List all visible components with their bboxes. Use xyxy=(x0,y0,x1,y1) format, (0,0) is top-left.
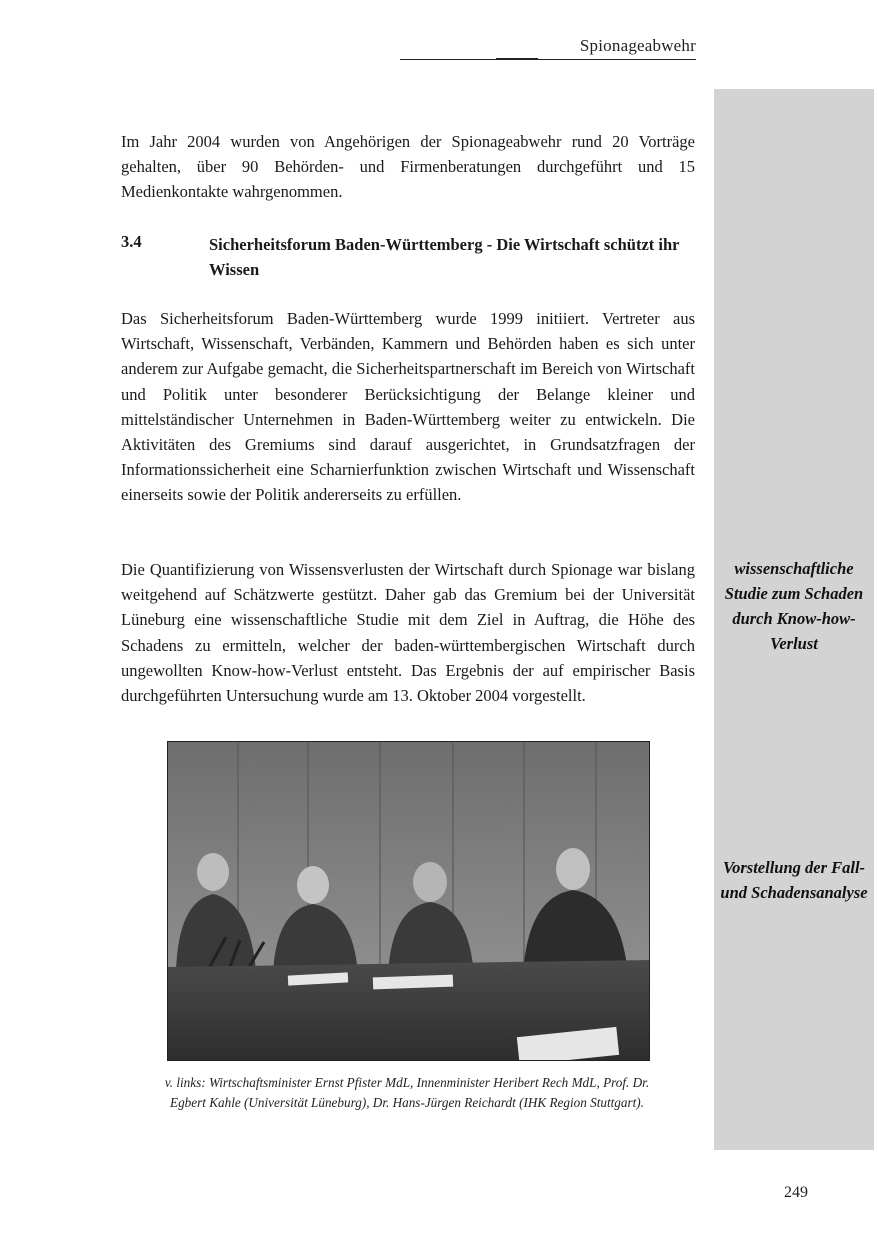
running-header-rule-accent xyxy=(496,58,538,60)
section-number: 3.4 xyxy=(121,232,142,251)
photo-illustration xyxy=(168,742,649,1060)
running-header-rule xyxy=(400,59,696,60)
photo-caption: v. links: Wirtschaftsminister Ernst Pfister MdL, Innenminister Heribert Rech MdL, Prof. Dr. Egbert Kahle (Universität Lüneburg), Dr. Hans-Jürgen Reichardt (IHK Region Stuttgart). xyxy=(164,1075,650,1110)
margin-note-study: wissenschaftliche Studie zum Schaden durch Know-how-Verlust xyxy=(724,559,864,653)
running-header-title: Spionageabwehr xyxy=(579,36,696,55)
intro-paragraph: Im Jahr 2004 wurden von Angehörigen der Spionageabwehr rund 20 Vorträge gehalten, über 90 Behörden- und Firmenberatungen durchgeführt und 15 Medienkontakte wahrgenommen. xyxy=(121,132,695,202)
section-heading: Sicherheitsforum Baden-Württemberg - Die Wirtschaft schützt ihr Wissen xyxy=(209,235,680,279)
body-paragraph-forum: Das Sicherheitsforum Baden-Württemberg wurde 1999 initiiert. Vertreter aus Wirtschaft, Wissenschaft, Verbänden, Kammern und Behörden haben es sich unter anderem zur Aufgabe gemacht, die Sicherheitspartnerschaft im Bereich von Wirtschaft und Politik unter besonderer Berücksichtigung der Belange kleiner und mittelständischer Unternehmen in Baden-Württemberg weiter zu entwickeln. Die Aktivitäten des Gremiums sind darauf ausgerichtet, in Grundsatzfragen der Informationssicherheit eine Scharnierfunktion zwischen Wirtschaft und Wissenschaft einerseits sowie der Politik andererseits zu erfüllen. xyxy=(121,309,695,505)
press-conference-photo xyxy=(167,741,650,1061)
body-paragraph-study: Die Quantifizierung von Wissensverlusten der Wirtschaft durch Spionage war bislang weitgehend auf Schätzwerte gestützt. Daher gab das Gremium bei der Universität Lüneburg eine wissenschaftliche Studie mit dem Ziel in Auftrag, die Höhe des Schadens zu ermitteln, welcher der baden-württembergischen Wirtschaft durch ungewollten Know-how-Verlust entsteht. Das Ergebnis der auf empirischer Basis durchgeführten Untersuchung wurde am 13. Oktober 2004 vorgestellt. xyxy=(121,560,695,706)
margin-sidebar xyxy=(714,89,874,1150)
margin-note-presentation: Vorstellung der Fall- und Schadensanalyse xyxy=(720,858,868,902)
page-number: 249 xyxy=(784,1184,808,1201)
